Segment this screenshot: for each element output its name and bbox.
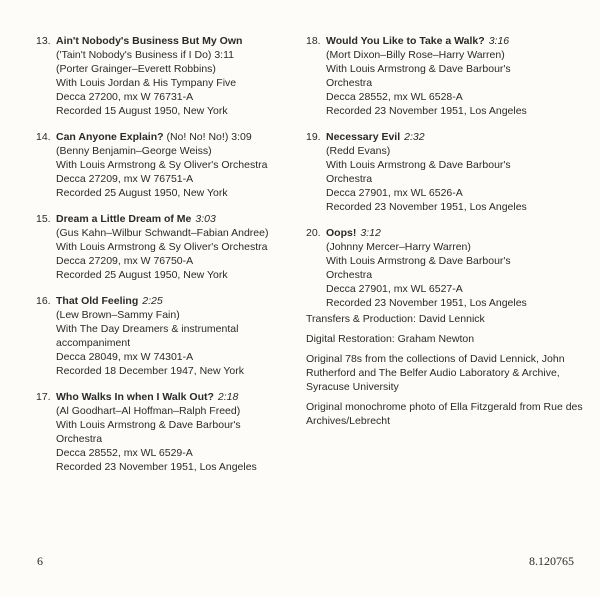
credit-line: Original 78s from the collections of David Lennick, John Rutherford and The Belfer Audio Laboratory & Archive, Syracuse University xyxy=(306,353,565,393)
track-detail-line: Decca 27200, mx W 76731-A xyxy=(56,91,194,103)
track-duration: 3:12 xyxy=(360,227,381,239)
track-title: Necessary Evil xyxy=(326,131,401,143)
track-duration: 2:32 xyxy=(404,131,425,143)
track-detail-line: (Benny Benjamin–George Weiss) xyxy=(56,145,212,157)
page-number: 6 xyxy=(37,554,43,568)
track-list-right xyxy=(306,34,576,322)
track-entry xyxy=(306,226,576,310)
track-detail-line: With Louis Armstrong & Sy Oliver's Orchestra xyxy=(56,241,268,253)
track-entry xyxy=(36,130,298,200)
track-subtitle: (No! No! No!) 3:09 xyxy=(163,131,252,143)
track-title: Oops! xyxy=(326,227,357,239)
track-detail-line: accompaniment xyxy=(56,337,131,349)
track-detail-line: (Gus Kahn–Wilbur Schwandt–Fabian Andree) xyxy=(56,227,269,239)
track-detail-line: Recorded 25 August 1950, New York xyxy=(56,269,228,281)
track-detail-line: With Louis Armstrong & Dave Barbour's xyxy=(326,255,511,267)
track-detail-line: Decca 27901, mx WL 6526-A xyxy=(326,187,463,199)
track-detail-line: With Louis Armstrong & Dave Barbour's xyxy=(326,63,511,75)
track-detail-line: Decca 27209, mx W 76751-A xyxy=(56,173,194,185)
track-detail-line: With Louis Armstrong & Sy Oliver's Orchestra xyxy=(56,159,268,171)
track-title: Would You Like to Take a Walk? xyxy=(326,35,485,47)
track-entry xyxy=(36,212,298,282)
credit-line: Transfers & Production: David Lennick xyxy=(306,313,485,325)
track-title: That Old Feeling xyxy=(56,295,139,307)
track-number: 18. xyxy=(306,35,321,47)
track-title: Ain't Nobody's Business But My Own xyxy=(56,35,243,47)
track-detail-line: Recorded 23 November 1951, Los Angeles xyxy=(326,105,527,117)
track-detail-line: Orchestra xyxy=(326,173,373,185)
track-detail-line: With The Day Dreamers & instrumental xyxy=(56,323,239,335)
track-entry xyxy=(36,34,298,118)
track-detail-line: Recorded 18 December 1947, New York xyxy=(56,365,244,377)
track-title-line xyxy=(326,34,576,48)
track-title-line xyxy=(56,294,298,308)
track-entry xyxy=(36,294,298,378)
track-detail-line: (Lew Brown–Sammy Fain) xyxy=(56,309,180,321)
track-detail-line: With Louis Armstrong & Dave Barbour's xyxy=(326,159,511,171)
track-title: Dream a Little Dream of Me xyxy=(56,213,192,225)
track-title-line xyxy=(56,390,298,404)
track-detail-line: Orchestra xyxy=(326,77,373,89)
track-detail-line: Recorded 23 November 1951, Los Angeles xyxy=(326,201,527,213)
credit-line: Digital Restoration: Graham Newton xyxy=(306,333,475,345)
credit-line: Original monochrome photo of Ella Fitzgerald from Rue des Archives/Lebrecht xyxy=(306,401,583,427)
track-detail-line: With Louis Armstrong & Dave Barbour's xyxy=(56,419,241,431)
track-detail-line: Recorded 15 August 1950, New York xyxy=(56,105,228,117)
track-detail-line: ('Tain't Nobody's Business if I Do) 3:11 xyxy=(56,49,234,61)
track-number: 19. xyxy=(306,131,321,143)
track-detail-line: Orchestra xyxy=(326,269,373,281)
track-detail-line: Decca 28552, mx WL 6529-A xyxy=(56,447,193,459)
track-number: 14. xyxy=(36,131,51,143)
track-detail-line: (Johnny Mercer–Harry Warren) xyxy=(326,241,471,253)
track-detail-line: Recorded 25 August 1950, New York xyxy=(56,187,228,199)
track-detail-line: (Mort Dixon–Billy Rose–Harry Warren) xyxy=(326,49,505,61)
track-title: Who Walks In when I Walk Out? xyxy=(56,391,214,403)
track-duration: 3:16 xyxy=(488,35,510,47)
track-number: 13. xyxy=(36,35,51,47)
track-detail-line: (Porter Grainger–Everett Robbins) xyxy=(56,63,216,75)
track-detail-line: Recorded 23 November 1951, Los Angeles xyxy=(56,461,257,473)
track-duration: 2:25 xyxy=(142,295,163,307)
track-detail-line: Decca 28552, mx WL 6528-A xyxy=(326,91,463,103)
track-title-line xyxy=(56,34,298,48)
track-duration: 2:18 xyxy=(217,391,239,403)
track-title-line xyxy=(56,130,298,144)
track-number: 15. xyxy=(36,213,51,225)
track-entry xyxy=(36,390,298,474)
track-detail-line: Decca 27209, mx W 76750-A xyxy=(56,255,194,267)
catalog-number: 8.120765 xyxy=(529,554,574,568)
track-detail-line: Decca 28049, mx W 74301-A xyxy=(56,351,194,363)
track-detail-line: Decca 27901, mx WL 6527-A xyxy=(326,283,463,295)
track-number: 20. xyxy=(306,227,321,239)
track-title-line xyxy=(56,212,298,226)
track-entry xyxy=(306,130,576,214)
track-duration: 3:03 xyxy=(195,213,216,225)
track-number: 16. xyxy=(36,295,51,307)
track-title-line xyxy=(326,226,576,240)
track-number: 17. xyxy=(36,391,51,403)
production-credits xyxy=(306,312,586,434)
track-detail-line: With Louis Jordan & His Tympany Five xyxy=(56,77,237,89)
track-detail-line: (Redd Evans) xyxy=(326,145,391,157)
track-list-left xyxy=(36,34,298,486)
track-detail-line: (Al Goodhart–Al Hoffman–Ralph Freed) xyxy=(56,405,241,417)
track-entry xyxy=(306,34,576,118)
track-title: Can Anyone Explain? xyxy=(56,131,164,143)
track-detail-line: Orchestra xyxy=(56,433,103,445)
track-detail-line: Recorded 23 November 1951, Los Angeles xyxy=(326,297,527,309)
track-title-line xyxy=(326,130,576,144)
